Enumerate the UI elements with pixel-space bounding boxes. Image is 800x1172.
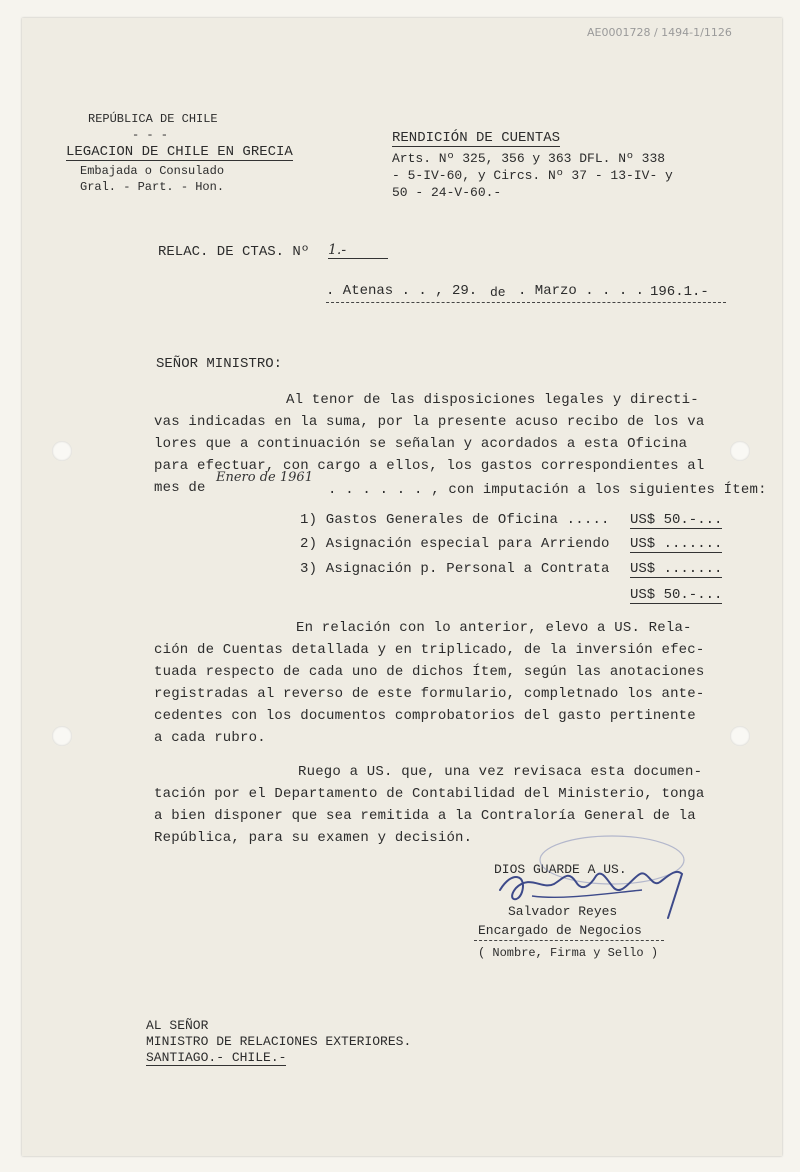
signature-dotted-line bbox=[474, 940, 664, 941]
rendicion-line3: 50 - 24-V-60.- bbox=[392, 185, 502, 200]
country-heading: REPÚBLICA DE CHILE bbox=[88, 112, 218, 126]
archive-reference: AE0001728 / 1494-1/1126 bbox=[587, 26, 732, 39]
date-month: . Marzo . . . . bbox=[518, 283, 645, 299]
date-year: 196.1.- bbox=[650, 284, 709, 300]
item-3-amount: US$ ....... bbox=[630, 561, 723, 577]
rendicion-title: RENDICIÓN DE CUENTAS bbox=[392, 130, 561, 146]
item-2-amount: US$ ....... bbox=[630, 536, 723, 552]
item-3-label: 3) Asignación p. Personal a Contrata bbox=[300, 561, 610, 577]
paragraph3-line3: a bien disponer que sea remitida a la Contraloría General de la bbox=[154, 808, 696, 824]
signer-title: Encargado de Negocios bbox=[478, 923, 642, 938]
recipient-line3: SANTIAGO.- CHILE.- bbox=[146, 1050, 287, 1065]
signature-caption: ( Nombre, Firma y Sello ) bbox=[478, 946, 659, 960]
total-amount: US$ 50.-... bbox=[630, 587, 723, 603]
paragraph1-line5-suffix: . . . . . . , con imputación a los siguientes Ítem: bbox=[328, 482, 767, 498]
recipient-line1: AL SEÑOR bbox=[146, 1018, 209, 1033]
paragraph3-line1: Ruego a US. que, una vez revisaca esta documen- bbox=[298, 764, 703, 780]
paragraph1-line1: Al tenor de las disposiciones legales y directi- bbox=[286, 392, 699, 408]
paragraph1-line2: vas indicadas en la suma, por la presente acuso recibo de los va bbox=[154, 414, 705, 430]
date-day: 29. bbox=[452, 283, 478, 299]
paragraph2-line1: En relación con lo anterior, elevo a US. Rela- bbox=[296, 620, 692, 636]
item-2-label: 2) Asignación especial para Arriendo bbox=[300, 536, 610, 552]
punch-hole-right-bottom bbox=[730, 726, 750, 746]
paragraph2-line5: cedentes con los documentos comprobatorios del gasto pertinente bbox=[154, 708, 696, 724]
paragraph1-line5-prefix: mes de bbox=[154, 480, 206, 496]
rendicion-line2: - 5-IV-60, y Circs. Nº 37 - 13-IV- y bbox=[392, 168, 673, 183]
date-city: . Atenas . . , bbox=[326, 283, 444, 299]
date-underline bbox=[326, 302, 726, 303]
signer-name: Salvador Reyes bbox=[508, 904, 618, 919]
closing-greeting: DIOS GUARDE A US. bbox=[494, 862, 627, 877]
embassy-type-line2: Gral. - Part. - Hon. bbox=[80, 180, 225, 194]
punch-hole-bottom bbox=[52, 726, 72, 746]
item-1-label: 1) Gastos Generales de Oficina ..... bbox=[300, 512, 610, 528]
rendicion-line1: Arts. Nº 325, 356 y 363 DFL. Nº 338 bbox=[392, 151, 666, 166]
recipient-line2: MINISTRO DE RELACIONES EXTERIORES. bbox=[146, 1034, 412, 1049]
paragraph2-line3: tuada respecto de cada uno de dichos Ítem, según las anotaciones bbox=[154, 664, 705, 680]
paragraph3-line2: tación por el Departamento de Contabilidad del Ministerio, tonga bbox=[154, 786, 705, 802]
salutation: SEÑOR MINISTRO: bbox=[156, 356, 283, 372]
punch-hole-right-top bbox=[730, 441, 750, 461]
embassy-type-line1: Embajada o Consulado bbox=[80, 164, 225, 178]
paragraph2-line2: ción de Cuentas detallada y en triplicado, de la inversión efec- bbox=[154, 642, 705, 658]
document-page bbox=[22, 18, 782, 1156]
paragraph3-line4: República, para su examen y decisión. bbox=[154, 830, 473, 846]
relac-label: RELAC. DE CTAS. Nº bbox=[158, 244, 310, 260]
paragraph1-line3: lores que a continuación se señalan y acordados a esta Oficina bbox=[154, 436, 688, 452]
paragraph1-line4: para efectuar, con cargo a ellos, los gastos correspondientes al bbox=[154, 458, 705, 474]
paragraph2-line6: a cada rubro. bbox=[154, 730, 266, 746]
paragraph2-line4: registradas al reverso de este formulario, completnado los ante- bbox=[154, 686, 705, 702]
month-handwritten: Enero de 1961 bbox=[216, 470, 313, 485]
date-de: de bbox=[490, 285, 506, 300]
legation-name: LEGACION DE CHILE EN GRECIA bbox=[66, 144, 293, 160]
relac-number: 1.- bbox=[328, 242, 388, 259]
punch-hole-top bbox=[52, 441, 72, 461]
header-dash: - - - bbox=[132, 128, 169, 142]
item-1-amount: US$ 50.-... bbox=[630, 512, 723, 528]
